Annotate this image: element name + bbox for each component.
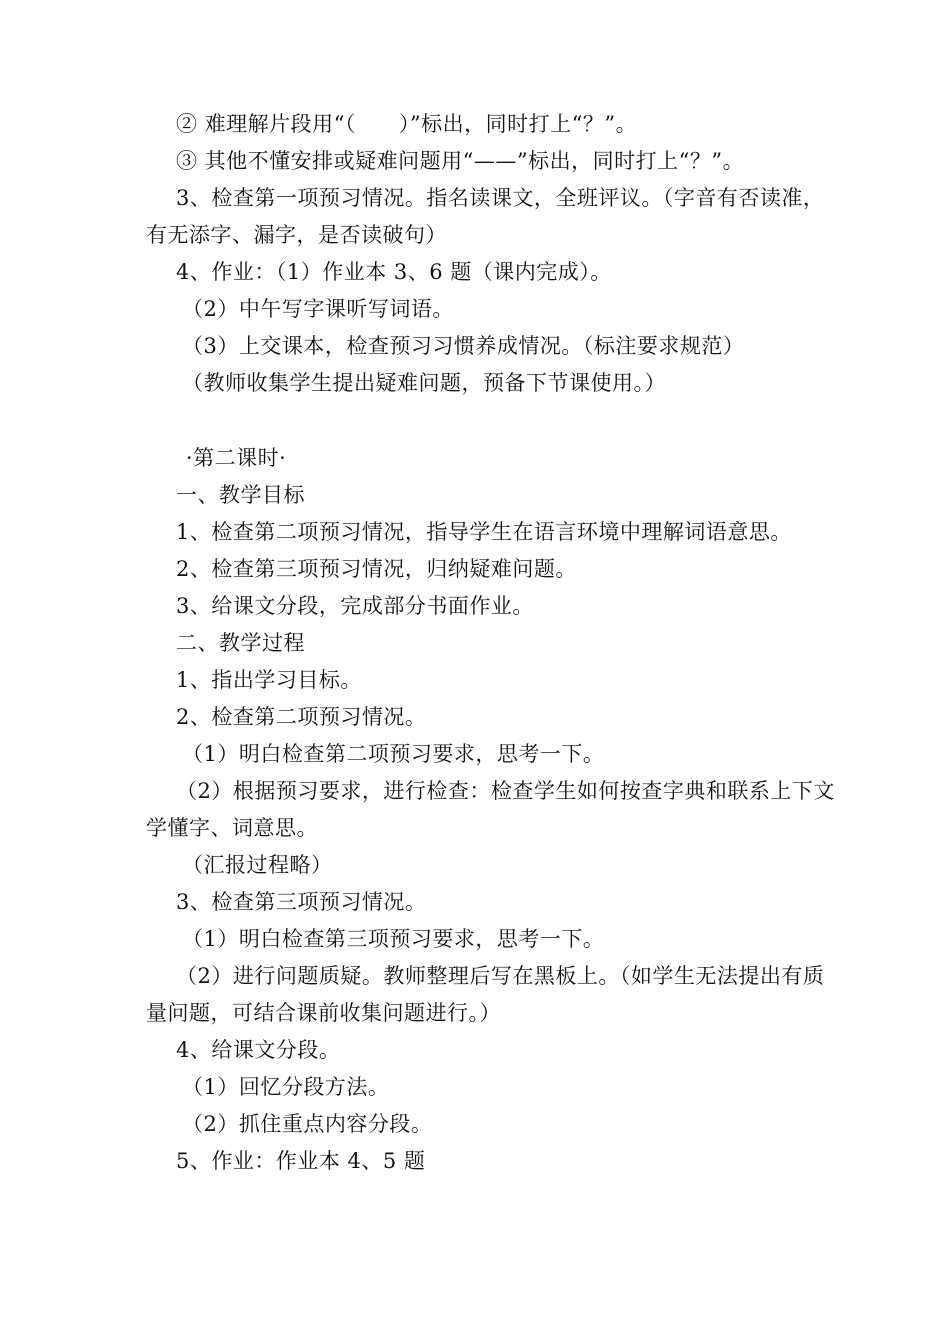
text-line-item-4: 4、作业：（1）作业本 3、6 题（课内完成）。: [176, 260, 612, 284]
text-line-process-2-sub-2-cont: 学懂字、词意思。: [146, 816, 318, 840]
text-line-process-2-sub-1: （1）明白检查第二项预习要求，思考一下。: [182, 742, 605, 766]
text-line-process-1: 1、指出学习目标。: [176, 668, 362, 692]
section-heading-second-lesson: ·第二课时·: [186, 446, 287, 470]
text-line-circled-2: ② 难理解片段用“（ ）”标出，同时打上“？”。: [176, 112, 638, 136]
text-line-report-omitted: （汇报过程略）: [182, 853, 333, 877]
heading-teaching-process: 二、教学过程: [176, 631, 305, 655]
text-line-sub-2: （2）中午写字课听写词语。: [182, 297, 454, 321]
text-line-goal-3: 3、给课文分段，完成部分书面作业。: [176, 594, 534, 618]
text-line-process-3: 3、检查第三项预习情况。: [176, 890, 427, 914]
text-line-process-4: 4、给课文分段。: [176, 1038, 341, 1062]
text-line-process-4-sub-2: （2）抓住重点内容分段。: [182, 1112, 433, 1136]
text-line-teacher-note: （教师收集学生提出疑难问题，预备下节课使用。）: [182, 371, 666, 395]
text-line-process-5: 5、作业：作业本 4、5 题: [176, 1149, 426, 1173]
text-line-process-4-sub-1: （1）回忆分段方法。: [182, 1075, 390, 1099]
heading-teaching-goals: 一、教学目标: [176, 483, 305, 507]
text-line-item-3: 3、检查第一项预习情况。指名读课文，全班评议。（字音有否读准，: [176, 186, 825, 210]
text-line-goal-2: 2、检查第三项预习情况，归纳疑难问题。: [176, 557, 577, 581]
text-line-circled-3: ③ 其他不懂安排或疑难问题用“——”标出，同时打上“？”。: [176, 149, 745, 173]
text-line-sub-3: （3）上交课本，检查预习习惯养成情况。（标注要求规范）: [182, 334, 745, 358]
text-line-process-2-sub-2: （2）根据预习要求，进行检查：检查学生如何按查字典和联系上下文: [176, 779, 835, 803]
text-line-process-2: 2、检查第二项预习情况。: [176, 705, 427, 729]
text-line-process-3-sub-1: （1）明白检查第三项预习要求，思考一下。: [182, 927, 605, 951]
text-line-item-3-cont: 有无添字、漏字，是否读破句）: [146, 223, 447, 247]
text-line-process-3-sub-2-cont: 量问题，可结合课前收集问题进行。）: [146, 1001, 501, 1025]
text-line-process-3-sub-2: （2）进行问题质疑。教师整理后写在黑板上。（如学生无法提出有质: [176, 964, 825, 988]
text-line-goal-1: 1、检查第二项预习情况，指导学生在语言环境中理解词语意思。: [176, 520, 792, 544]
